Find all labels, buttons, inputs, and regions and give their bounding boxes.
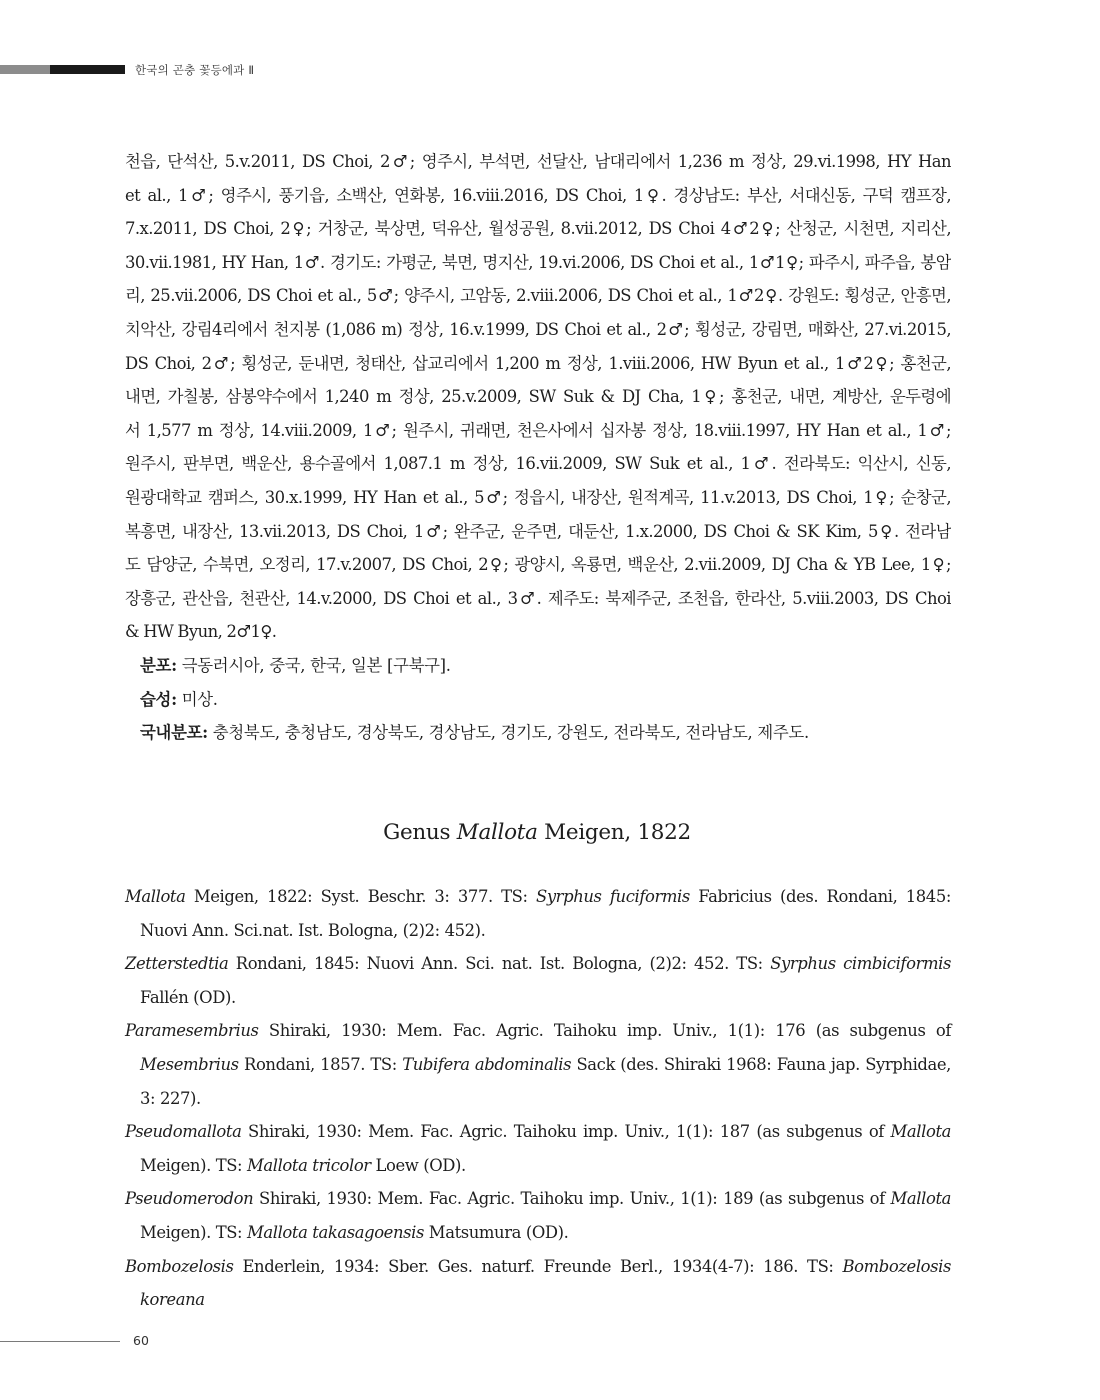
- synonym-text: Enderlein, 1934: Sber. Ges. naturf. Freunde Berl., 1934(4-7): 186. TS:: [233, 1256, 843, 1276]
- record-line: et al., 1♂; 영주시, 풍기읍, 소백산, 연화봉, 16.viii.2016, DS Choi, 1♀. 경상남도: 부산, 서대신동, 구덕 캠프장,: [125, 185, 951, 205]
- synonym-entry: [125, 1014, 951, 1115]
- habit-value: 미상.: [176, 689, 218, 709]
- synonym-italic: Mallota tricolor: [246, 1155, 371, 1175]
- record-line: 7.x.2011, DS Choi, 2♀; 거창군, 북상면, 덕유산, 월성공원, 8.vii.2012, DS Choi 4♂2♀; 산청군, 시천면, 지리산,: [125, 219, 951, 239]
- synonym-italic: Mallota: [890, 1189, 951, 1209]
- genus-prefix: Genus: [383, 820, 457, 845]
- distribution-field: [140, 649, 809, 683]
- synonym-text: Fabricius (des. Rondani, 1845: Nuovi Ann. Sci.nat. Ist. Bologna, (2)2: 452).: [140, 887, 951, 940]
- running-title: 한국의 곤충 꽃등에과 Ⅱ: [135, 63, 255, 77]
- synonym-entry: [125, 1115, 951, 1182]
- synonym-name: Pseudomallota: [125, 1122, 242, 1142]
- synonym-name: Pseudomerodon: [125, 1189, 254, 1209]
- record-line: 내면, 가칠봉, 삼봉약수에서 1,240 m 정상, 25.v.2009, SW Suk & DJ Cha, 1♀; 홍천군, 내면, 계방산, 운두령에: [125, 387, 951, 407]
- synonym-text: Matsumura (OD).: [424, 1222, 569, 1242]
- synonym-entry: [125, 947, 951, 1014]
- genus-name: Mallota: [456, 820, 538, 845]
- synonym-entry: [125, 880, 951, 947]
- synonym-text: Loew (OD).: [370, 1155, 466, 1175]
- synonym-name: Mallota: [125, 887, 186, 906]
- synonym-name: Paramesembrius: [125, 1021, 259, 1041]
- record-line: 30.vii.1981, HY Han, 1♂. 경기도: 가평군, 북면, 명지산, 19.vi.2006, DS Choi et al., 1♂1♀; 파주시, 파주읍, 봉암: [125, 252, 951, 272]
- domestic-distribution-value: 충청북도, 충청남도, 경상북도, 경상남도, 경기도, 강원도, 전라북도, 전라남도, 제주도.: [207, 723, 809, 743]
- synonym-italic: Tubifera abdominalis: [402, 1054, 572, 1074]
- record-line: 리, 25.vii.2006, DS Choi et al., 5♂; 양주시, 고암동, 2.viii.2006, DS Choi et al., 1♂2♀. 강원도: 횡성군, 안흥면,: [125, 286, 951, 306]
- synonym-italic: Mallota takasagoensis: [246, 1222, 424, 1242]
- synonym-text: Rondani, 1857. TS:: [238, 1054, 403, 1074]
- synonym-text: Meigen). TS:: [140, 1222, 247, 1242]
- record-line: 도 담양군, 수북면, 오정리, 17.v.2007, DS Choi, 2♀; 광양시, 옥룡면, 백운산, 2.vii.2009, DJ Cha & YB Lee, 1♀;: [125, 555, 951, 575]
- header-bar-grey: [0, 65, 50, 74]
- record-line: 원광대학교 캠퍼스, 30.x.1999, HY Han et al., 5♂; 정읍시, 내장산, 원적계곡, 11.v.2013, DS Choi, 1♀; 순창군,: [125, 487, 951, 507]
- synonym-text: Fallén (OD).: [140, 987, 236, 1007]
- habit-label: 습성:: [140, 689, 177, 709]
- synonym-text: Sack (des. Shiraki 1968: Fauna jap. Syrphidae, 3: 227).: [140, 1054, 951, 1108]
- page-number: 60: [133, 1333, 149, 1348]
- synonym-italic: Mesembrius: [140, 1054, 239, 1074]
- distribution-label: 분포:: [140, 656, 177, 675]
- domestic-distribution-field: [140, 716, 809, 750]
- synonym-entry: [125, 1250, 951, 1317]
- record-line: 원주시, 판부면, 백운산, 용수골에서 1,087.1 m 정상, 16.vii.2009, SW Suk et al., 1♂. 전라북도: 익산시, 신동,: [125, 454, 951, 474]
- synonym-list: [125, 880, 951, 1317]
- synonym-text: Meigen). TS:: [140, 1155, 247, 1175]
- domestic-distribution-label: 국내분포:: [140, 723, 208, 743]
- synonym-text: Shiraki, 1930: Mem. Fac. Agric. Taihoku imp. Univ., 1(1): 189 (as subgenus of: [253, 1189, 891, 1209]
- synonym-italic: Mallota: [890, 1122, 951, 1142]
- synonym-name: Bombozelosis: [125, 1256, 234, 1276]
- footer-rule: [0, 1341, 120, 1342]
- synonym-text: Shiraki, 1930: Mem. Fac. Agric. Taihoku imp. Univ., 1(1): 176 (as subgenus of: [258, 1021, 951, 1041]
- synonym-italic: Syrphus fuciformis: [535, 887, 690, 906]
- habit-field: [140, 683, 809, 717]
- record-line: 천읍, 단석산, 5.v.2011, DS Choi, 2♂; 영주시, 부석면, 선달산, 남대리에서 1,236 m 정상, 29.vi.1998, HY Han: [125, 152, 951, 171]
- record-line: 복흥면, 내장산, 13.vii.2013, DS Choi, 1♂; 완주군, 운주면, 대둔산, 1.x.2000, DS Choi & SK Kim, 5♀. 전라남: [125, 521, 951, 541]
- distribution-value: 극동러시아, 중국, 한국, 일본 [구북구].: [176, 656, 451, 675]
- species-fields: [140, 649, 809, 750]
- genus-heading: [0, 820, 1074, 845]
- synonym-text: Shiraki, 1930: Mem. Fac. Agric. Taihoku imp. Univ., 1(1): 187 (as subgenus of: [241, 1122, 891, 1142]
- record-line: DS Choi, 2♂; 횡성군, 둔내면, 청태산, 삽교리에서 1,200 m 정상, 1.viii.2006, HW Byun et al., 1♂2♀; 홍천군,: [125, 353, 951, 373]
- record-line: 치악산, 강림4리에서 천지봉 (1,086 m) 정상, 16.v.1999, DS Choi et al., 2♂; 횡성군, 강림면, 매화산, 27.vi.2015,: [125, 319, 951, 339]
- synonym-italic: Syrphus cimbiciformis: [770, 954, 951, 974]
- synonym-entry: [125, 1182, 951, 1249]
- synonym-text: Meigen, 1822: Syst. Beschr. 3: 377. TS:: [185, 887, 536, 906]
- record-line: 서 1,577 m 정상, 14.viii.2009, 1♂; 원주시, 귀래면, 천은사에서 십자봉 정상, 18.viii.1997, HY Han et al., 1♂;: [125, 420, 951, 440]
- record-line: & HW Byun, 2♂1♀.: [125, 622, 277, 642]
- synonym-text: Rondani, 1845: Nuovi Ann. Sci. nat. Ist. Bologna, (2)2: 452. TS:: [228, 954, 771, 974]
- record-line: 장흥군, 관산읍, 천관산, 14.v.2000, DS Choi et al., 3♂. 제주도: 북제주군, 조천읍, 한라산, 5.viii.2003, DS Choi: [125, 588, 951, 608]
- genus-author: Meigen, 1822: [537, 820, 691, 845]
- specimen-records: [125, 145, 951, 649]
- synonym-italic: Bombozelosis koreana: [140, 1256, 951, 1310]
- synonym-name: Zetterstedtia: [125, 954, 229, 974]
- header-bar-black: [50, 65, 125, 74]
